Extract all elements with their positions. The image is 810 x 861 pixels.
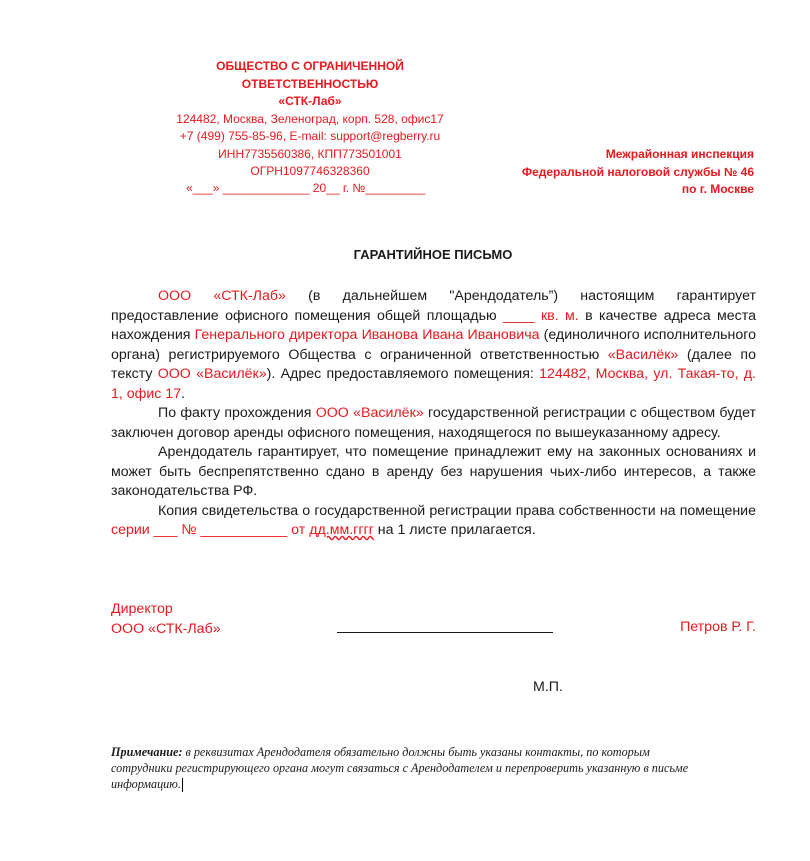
text: государственной регистрации с обществом будет заключен договор аренды офисного помещения, находящегося по вышеуказанному адресу. (111, 405, 757, 441)
recipient-line1: Межрайонная инспекция (605, 147, 754, 161)
recipient-line3: по г. Москве (681, 182, 754, 196)
text: на 1 листе прилагается. (373, 522, 536, 538)
text: По факту прохождения (158, 405, 316, 421)
company-ogrn: ОГРН1097746328360 (250, 164, 370, 178)
paragraph-4 (111, 502, 756, 541)
document-title: ГАРАНТИЙНОЕ ПИСЬМО (353, 247, 513, 262)
area-field: ____ кв. м. (503, 307, 579, 324)
paragraph-1 (111, 287, 756, 404)
landlord-org: ООО «СТК-Лаб» (158, 288, 286, 304)
text-cursor (182, 778, 183, 792)
company-inn: ИНН7735560386, КПП773501001 (218, 146, 402, 161)
company-header (150, 58, 470, 181)
tenant-org: «Василёк» (607, 346, 679, 363)
note (111, 744, 711, 792)
certificate-date: дд.мм.гггг (309, 522, 374, 538)
text: ). Адрес предоставляемого помещения: (266, 366, 540, 382)
note-label: Примечание: (111, 745, 183, 759)
recipient-block (522, 146, 754, 199)
note-text: в реквизитах Арендодателя обязательно должны быть указаны контакты, по которым сотрудники регистрирующего органа могут связаться с Арендодателем и перепроверить указанную в письме информацию. (111, 745, 689, 791)
certificate-series: серии ___ № ___________ от (111, 522, 310, 538)
signatory-name: Петров Р. Г. (680, 619, 756, 635)
premises-address: 124482, Москва, ул. Такая-то, д. 1, офис 17 (111, 366, 757, 402)
company-name-line1: ОБЩЕСТВО С ОГРАНИЧЕННОЙ ОТВЕТСТВЕННОСТЬЮ (216, 59, 404, 91)
date-number-line: «___» _____________ 20__ г. №_________ (186, 181, 426, 195)
paragraph-3: Арендодатель гарантирует, что помещение принадлежит ему на законных основаниях и может быть беспрепятственно сдано в аренду без нарушения чьих-либо интересов, а также законодательства РФ. (111, 444, 756, 499)
text: в качестве адреса места нахождения (111, 307, 756, 343)
recipient-line2: Федеральной налоговой службы № 46 (521, 164, 754, 179)
signature-line (337, 632, 553, 633)
text: . (181, 385, 186, 402)
company-name-line2: «СТК-Лаб» (278, 94, 342, 108)
text: (единоличного исполнительного органа) регистрируемого Общества с ограниченной ответственностью (111, 327, 757, 363)
text: (в дальнейшем "Арендодатель”) настоящим гарантирует предоставление офисного помещения общей площадью (111, 288, 756, 324)
tenant-org-short: ООО «Василёк» (157, 366, 267, 382)
text: (далее по тексту (111, 346, 756, 382)
director-name: Генерального директора Иванова Ивана Ивановича (194, 327, 540, 343)
stamp-place: М.П. (533, 679, 563, 695)
text: Копия свидетельства о государственной регистрации права собственности на помещение (158, 502, 756, 519)
tenant-org: ООО «Василёк» (315, 405, 424, 421)
letter-body (111, 287, 756, 541)
paragraph-2 (111, 404, 756, 443)
company-contacts: +7 (499) 755-85-96, E-mail: support@regberry.ru (179, 129, 441, 143)
signatory-block (111, 600, 221, 639)
signatory-position: Директор (111, 601, 173, 617)
signatory-org: ООО «СТК-Лаб» (111, 620, 221, 637)
company-address: 124482, Москва, Зеленоград, корп. 528, офис17 (176, 111, 444, 126)
